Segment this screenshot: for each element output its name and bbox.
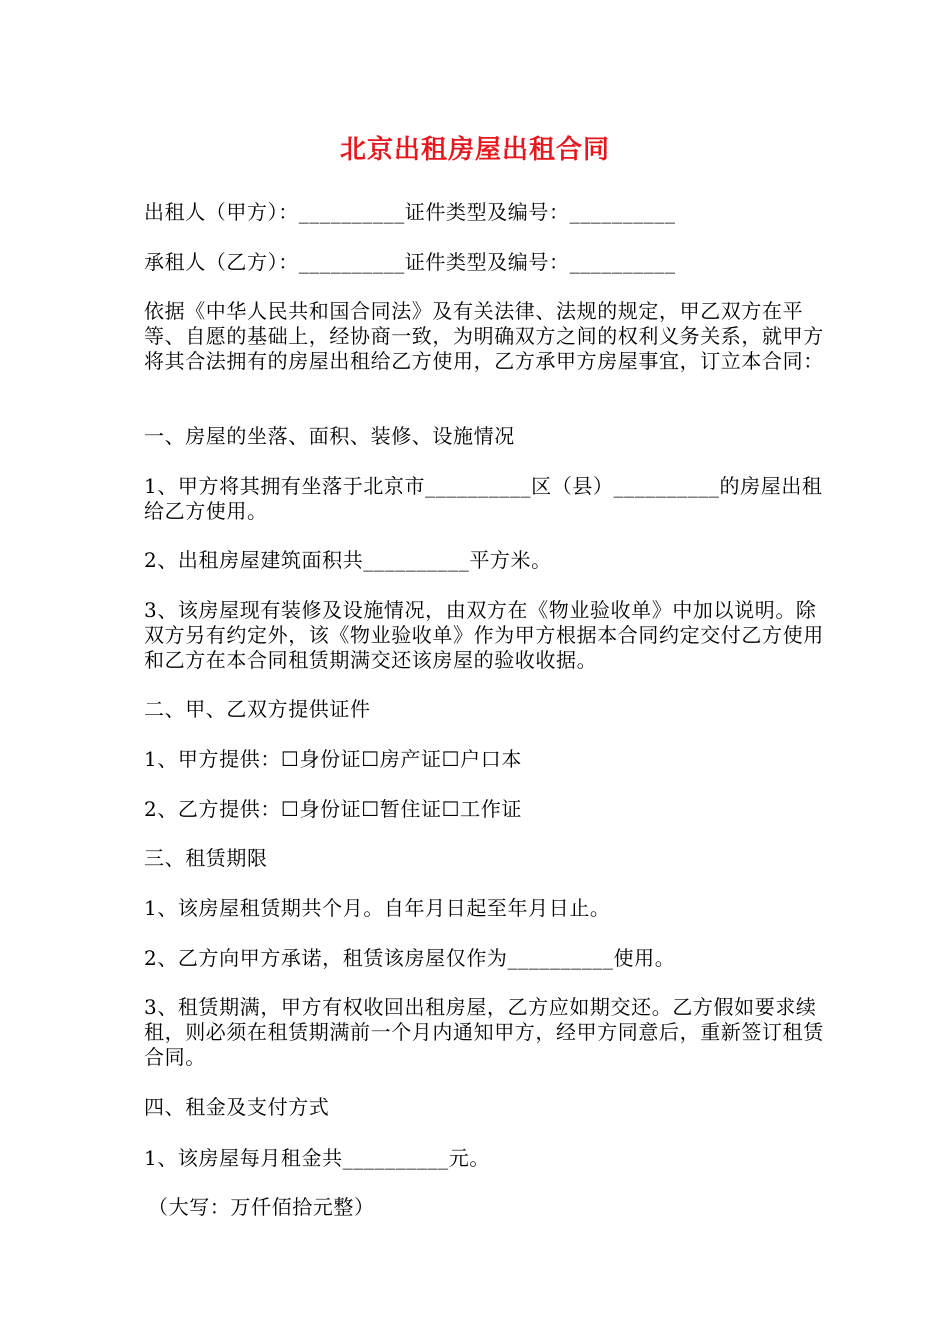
section-4-capital-amount: （大写：万仟佰拾元整）	[148, 1195, 375, 1219]
section-2-heading: 二、甲、乙双方提供证件	[144, 697, 371, 721]
section-3-item-1: 1、该房屋租赁期共个月。自年月日起至年月日止。	[144, 896, 611, 920]
lessor-line: 出租人（甲方）：__________证件类型及编号：__________	[144, 200, 676, 224]
section-3-heading: 三、租赁期限	[144, 846, 268, 870]
document-title: 北京出租房屋出租合同	[339, 135, 610, 165]
section-3-item-2: 2、乙方向甲方承诺，租赁该房屋仅作为__________使用。	[144, 946, 676, 970]
preamble-paragraph: 依据《中华人民共和国合同法》及有关法律、法规的规定，甲乙双方在平等、自愿的基础上，经协商一致，为明确双方之间的权利义务关系，就甲方将其合法拥有的房屋出租给乙方使用，乙方承甲方房屋事宜，订立本合同：	[144, 299, 824, 373]
section-1-item-2: 2、出租房屋建筑面积共__________平方米。	[144, 548, 552, 572]
section-1-item-1: 1、甲方将其拥有坐落于北京市__________区（县）__________的房屋出租给乙方使用。	[144, 474, 823, 523]
section-4-heading: 四、租金及支付方式	[144, 1095, 330, 1119]
section-3-item-3: 3、租赁期满，甲方有权收回出租房屋，乙方应如期交还。乙方假如要求续租，则必须在租赁期满前一个月内通知甲方，经甲方同意后，重新签订租赁合同。	[144, 995, 824, 1069]
section-2-item-2: 2、乙方提供：☐身份证☐暂住证☐工作证	[144, 797, 522, 821]
section-2-item-1: 1、甲方提供：☐身份证☐房产证☐户口本	[144, 747, 522, 771]
section-4-item-1: 1、该房屋每月租金共__________元。	[144, 1146, 490, 1170]
section-1-item-3: 3、该房屋现有装修及设施情况，由双方在《物业验收单》中加以说明。除双方另有约定外，该《物业验收单》作为甲方根据本合同约定交付乙方使用和乙方在本合同租赁期满交还该房屋的验收收据。	[144, 598, 824, 672]
section-1-heading: 一、房屋的坐落、面积、装修、设施情况	[144, 424, 515, 448]
lessee-line: 承租人（乙方）：__________证件类型及编号：__________	[144, 250, 676, 274]
